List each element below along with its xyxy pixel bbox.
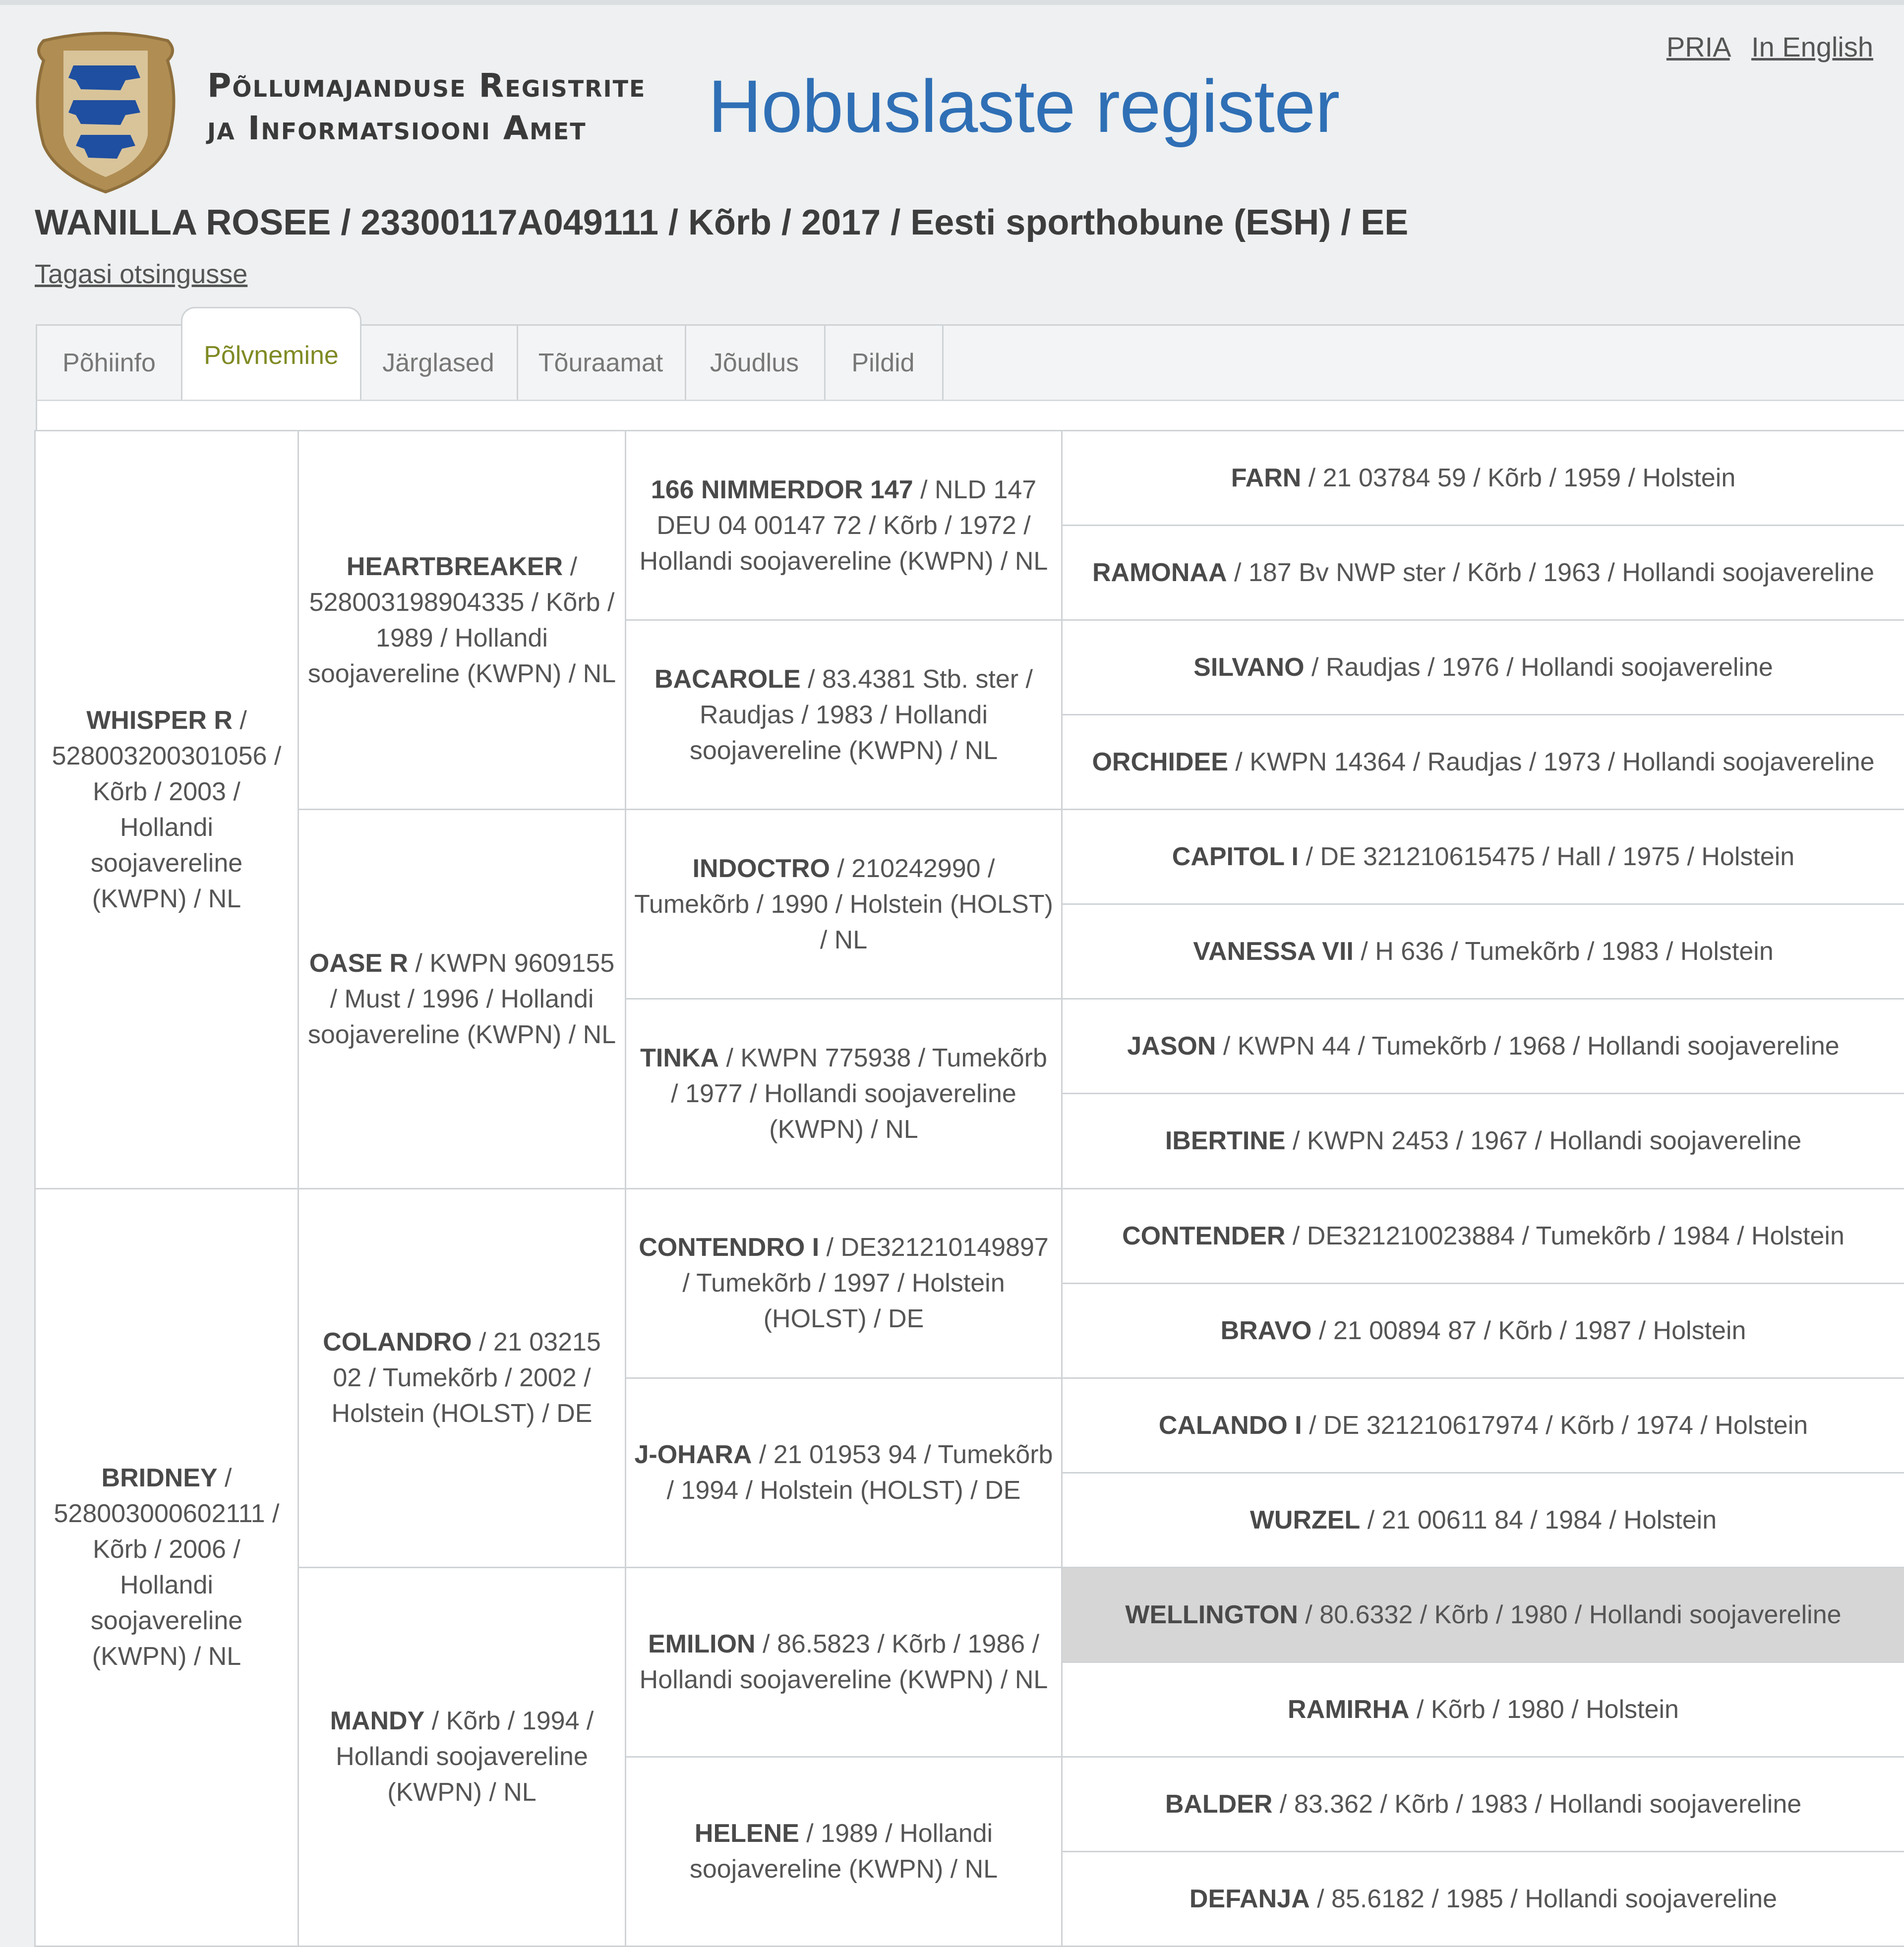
horse-details: / 528003000602111 / Kõrb / 2006 / Hollandi soojavereline (KWPN) / NL	[54, 1464, 280, 1671]
pedigree-cell-gen3[interactable]	[625, 809, 1063, 1000]
pedigree-cell-gen4[interactable]	[1061, 1472, 1904, 1568]
horse-name: DEFANJA	[1189, 1884, 1310, 1913]
tab-bar	[36, 324, 1904, 400]
horse-name: RAMIRHA	[1288, 1695, 1410, 1724]
pedigree-cell-text	[306, 1703, 618, 1810]
horse-name: WELLINGTON	[1125, 1600, 1298, 1629]
pedigree-cell-gen3[interactable]	[625, 1756, 1063, 1947]
coat-of-arms-logo	[34, 31, 178, 194]
pedigree-cell-text	[633, 851, 1054, 958]
horse-details: / 83.362 / Kõrb / 1983 / Hollandi soojavereline	[1272, 1789, 1802, 1819]
horse-details: / NLD 147 DEU 04 00147 72 / Kõrb / 1972 / Hollandi soojavereline (KWPN) / NL	[639, 475, 1048, 576]
pedigree-table	[36, 431, 1904, 1947]
pedigree-cell-text	[633, 1230, 1054, 1337]
pedigree-cell-text	[1231, 460, 1736, 496]
pedigree-cell-gen4[interactable]	[1061, 903, 1904, 1000]
horse-name: JASON	[1127, 1032, 1216, 1061]
horse-details: / 85.6182 / 1985 / Hollandi soojavereline	[1309, 1884, 1778, 1913]
pedigree-cell-text	[1165, 1786, 1801, 1822]
horse-details: / 21 00894 87 / Kõrb / 1987 / Holstein	[1311, 1316, 1746, 1345]
pedigree-cell-text	[1288, 1692, 1679, 1727]
tab-pildid[interactable]: Pildid	[824, 326, 944, 400]
pedigree-cell-text	[633, 1816, 1054, 1887]
horse-details: / KWPN 44 / Tumekõrb / 1968 / Hollandi soojavereline	[1216, 1032, 1840, 1061]
pedigree-cell-gen3[interactable]	[625, 1377, 1063, 1568]
pedigree-cell-gen4[interactable]	[1061, 809, 1904, 905]
horse-name: HEARTBREAKER	[346, 552, 563, 581]
pedigree-cell-text	[1092, 555, 1874, 590]
pedigree-cell-text	[1125, 1597, 1841, 1633]
pedigree-cell-gen3[interactable]	[625, 1567, 1063, 1758]
horse-name: IBERTINE	[1165, 1126, 1286, 1156]
back-to-search-link[interactable]: Tagasi otsingusse	[35, 259, 248, 289]
pedigree-cell-text	[306, 945, 618, 1053]
horse-details: / 21 03215 02 / Tumekõrb / 2002 / Holstein (HOLST) / DE	[331, 1328, 601, 1428]
horse-name: TINKA	[640, 1043, 719, 1072]
pedigree-cell-text	[633, 1040, 1054, 1147]
pedigree-cell-gen3[interactable]	[625, 1188, 1063, 1379]
horse-details: / DE 321210617974 / Kõrb / 1974 / Holstein	[1302, 1411, 1808, 1440]
tab-panel-top	[36, 400, 1904, 432]
horse-details: / 210242990 / Tumekõrb / 1990 / Holstein (HOLST) / NL	[634, 854, 1053, 954]
horse-name: RAMONAA	[1092, 558, 1227, 588]
horse-details: / 86.5823 / Kõrb / 1986 / Hollandi soojavereline (KWPN) / NL	[639, 1630, 1048, 1695]
pedigree-cell-text	[1159, 1408, 1808, 1443]
pedigree-cell-text	[306, 1324, 618, 1431]
horse-details: / Kõrb / 1994 / Hollandi soojavereline (KWPN) / NL	[336, 1707, 594, 1807]
horse-name: CAPITOL I	[1172, 842, 1299, 872]
tab-joudlus[interactable]: Jõudlus	[685, 326, 826, 400]
horse-details: / DE321210149897 / Tumekõrb / 1997 / Holstein (HOLST) / DE	[682, 1233, 1049, 1334]
pedigree-cell-text	[1190, 1881, 1777, 1917]
pedigree-cell-text	[633, 1626, 1054, 1698]
pedigree-cell-text	[1193, 934, 1774, 969]
horse-details: / 83.4381 Stb. ster / Raudjas / 1983 / Hollandi soojavereline (KWPN) / NL	[689, 664, 1033, 765]
horse-name: BACAROLE	[654, 664, 801, 694]
horse-name: 166 NIMMERDOR 147	[651, 475, 913, 504]
pedigree-cell-text	[1122, 1218, 1844, 1254]
horse-name: INDOCTRO	[692, 854, 830, 883]
horse-name: BRIDNEY	[101, 1464, 218, 1493]
horse-title: WANILLA ROSEE / 23300117A049111 / Kõrb / 2017 / Eesti sporthobune (ESH) / EE	[35, 203, 1409, 242]
pedigree-cell-gen2[interactable]	[298, 809, 626, 1189]
pedigree-cell-text	[633, 1437, 1054, 1508]
app-title: Hobuslaste register	[708, 64, 1340, 148]
pedigree-cell-text	[633, 472, 1054, 579]
horse-name: BALDER	[1165, 1789, 1273, 1819]
top-border	[0, 0, 1904, 5]
horse-details: / DE321210023884 / Tumekõrb / 1984 / Holstein	[1285, 1221, 1844, 1250]
pedigree-cell-gen4[interactable]	[1061, 1093, 1904, 1189]
horse-details: / KWPN 14364 / Raudjas / 1973 / Hollandi soojavereline	[1228, 748, 1875, 777]
horse-name: CONTENDER	[1122, 1221, 1286, 1250]
horse-name: SILVANO	[1193, 653, 1305, 682]
pria-link[interactable]: PRIA	[1666, 31, 1730, 62]
pedigree-cell-gen4[interactable]	[1061, 1756, 1904, 1852]
pedigree-cell-gen4[interactable]	[1061, 1283, 1904, 1379]
horse-name: WHISPER R	[86, 706, 233, 735]
pedigree-cell-gen4[interactable]	[1061, 998, 1904, 1094]
horse-details: / KWPN 2453 / 1967 / Hollandi soojavereline	[1285, 1126, 1802, 1156]
pedigree-cell-text	[43, 1460, 291, 1674]
tab-pohiinfo[interactable]: Põhiinfo	[37, 326, 182, 400]
horse-name: J-OHARA	[634, 1440, 752, 1470]
pedigree-cell-gen3[interactable]	[625, 430, 1063, 621]
pedigree-cell-gen2[interactable]	[298, 1567, 626, 1947]
horse-details: / Raudjas / 1976 / Hollandi soojavereline	[1304, 653, 1773, 682]
horse-name: ORCHIDEE	[1092, 748, 1228, 777]
pedigree-cell-text	[633, 661, 1054, 768]
horse-name: VANESSA VII	[1193, 937, 1354, 966]
horse-details: / 187 Bv NWP ster / Kõrb / 1963 / Hollandi soojavereline	[1227, 558, 1874, 588]
pedigree-cell-gen4[interactable]	[1061, 1567, 1904, 1663]
horse-details: / DE 321210615475 / Hall / 1975 / Holstein	[1299, 842, 1795, 872]
horse-details: / Kõrb / 1980 / Holstein	[1409, 1695, 1679, 1724]
horse-details: / 528003200301056 / Kõrb / 2003 / Hollandi soojavereline (KWPN) / NL	[52, 706, 282, 913]
pedigree-cell-gen4[interactable]	[1061, 1188, 1904, 1284]
horse-details: / KWPN 9609155 / Must / 1996 / Hollandi soojavereline (KWPN) / NL	[307, 948, 616, 1049]
horse-details: / 21 00611 84 / 1984 / Holstein	[1360, 1505, 1717, 1534]
pedigree-cell-gen1[interactable]	[34, 1188, 299, 1947]
pedigree-cell-text	[1092, 744, 1874, 780]
horse-details: / 80.6332 / Kõrb / 1980 / Hollandi soojavereline	[1298, 1600, 1842, 1629]
tab-polvnemine[interactable]: Põlvnemine	[181, 307, 361, 402]
horse-name: WURZEL	[1250, 1505, 1361, 1534]
pedigree-cell-gen2[interactable]	[298, 430, 626, 810]
pedigree-cell-text	[1193, 649, 1773, 685]
in-english-link[interactable]: In English	[1751, 31, 1873, 62]
horse-details: / H 636 / Tumekõrb / 1983 / Holstein	[1353, 937, 1774, 966]
pedigree-cell-gen1[interactable]	[34, 430, 299, 1189]
pedigree-cell-gen3[interactable]	[625, 998, 1063, 1189]
pedigree-cell-text	[1250, 1502, 1717, 1538]
horse-details: / 21 03784 59 / Kõrb / 1959 / Holstein	[1301, 464, 1736, 493]
horse-name: OASE R	[309, 948, 409, 978]
pedigree-cell-text	[43, 703, 291, 917]
tab-touraamat[interactable]: Tõuraamat	[517, 326, 686, 400]
horse-name: EMILION	[648, 1630, 756, 1659]
horse-name: BRAVO	[1220, 1316, 1312, 1345]
agency-line-1: Põllumajanduse Registrite	[207, 66, 646, 105]
horse-details: / KWPN 775938 / Tumekõrb / 1977 / Hollandi soojavereline (KWPN) / NL	[671, 1043, 1047, 1144]
pedigree-cell-gen4[interactable]	[1061, 525, 1904, 621]
horse-name: CALANDO I	[1158, 1411, 1302, 1440]
pedigree-cell-gen4[interactable]	[1061, 1661, 1904, 1758]
horse-details: / 528003198904335 / Kõrb / 1989 / Hollandi soojavereline (KWPN) / NL	[307, 552, 616, 688]
horse-name: COLANDRO	[323, 1328, 472, 1357]
top-links	[1653, 31, 1873, 63]
pedigree-cell-text	[1221, 1313, 1746, 1349]
horse-details: / 1989 / Hollandi soojavereline (KWPN) / NL	[689, 1819, 998, 1884]
pedigree-cell-gen3[interactable]	[625, 619, 1063, 810]
pedigree-cell-gen4[interactable]	[1061, 1851, 1904, 1947]
agency-line-2: ja Informatsiooni Amet	[207, 109, 587, 147]
pedigree-cell-text	[1172, 839, 1794, 875]
horse-name: FARN	[1231, 464, 1302, 493]
horse-name: MANDY	[330, 1707, 425, 1736]
tab-jarglased[interactable]: Järglased	[360, 326, 518, 400]
horse-details: / 21 01953 94 / Tumekõrb / 1994 / Holstein (HOLST) / DE	[666, 1440, 1053, 1505]
pedigree-cell-text	[1127, 1028, 1839, 1064]
horse-name: CONTENDRO I	[639, 1233, 820, 1262]
pedigree-cell-gen4[interactable]	[1061, 1377, 1904, 1474]
pedigree-cell-gen4[interactable]	[1061, 430, 1904, 526]
pedigree-cell-text	[306, 549, 618, 692]
pedigree-cell-gen2[interactable]	[298, 1188, 626, 1568]
horse-name: HELENE	[694, 1819, 799, 1848]
pedigree-cell-gen4[interactable]	[1061, 619, 1904, 715]
pedigree-cell-text	[1165, 1123, 1801, 1159]
agency-name	[207, 64, 646, 150]
pedigree-cell-gen4[interactable]	[1061, 714, 1904, 810]
